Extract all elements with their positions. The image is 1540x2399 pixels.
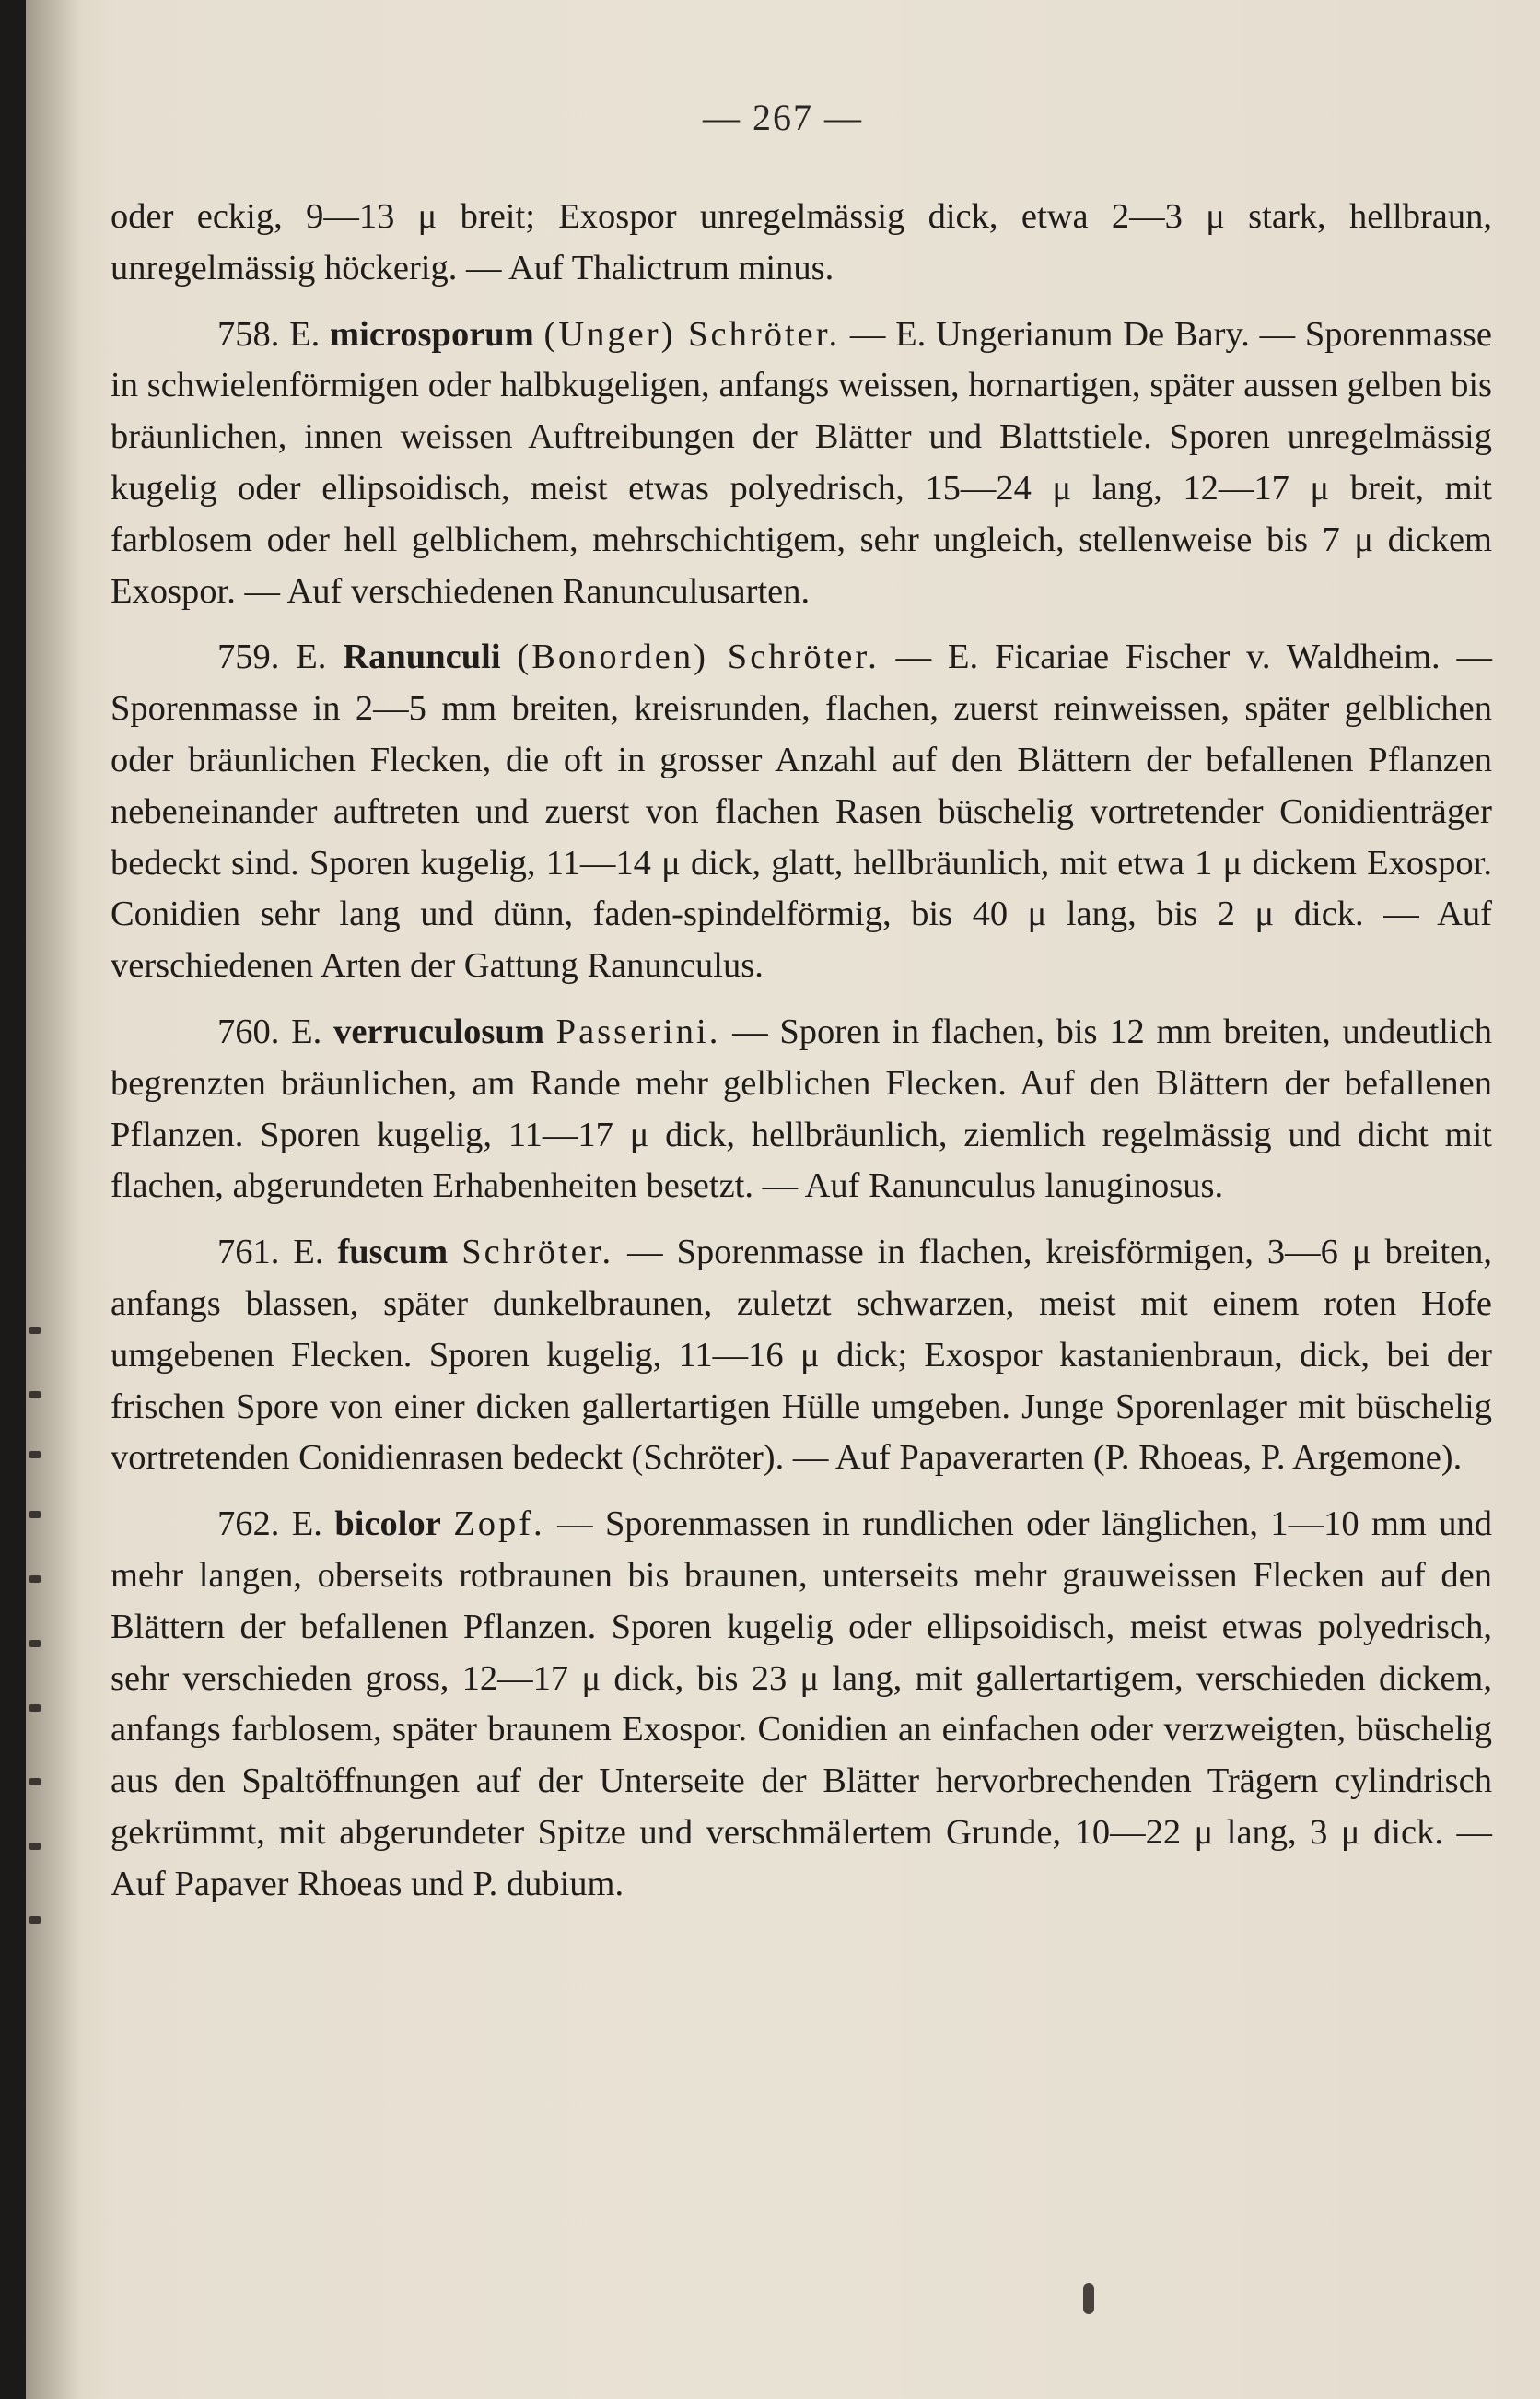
author-name: Schröter. (461, 1233, 614, 1272)
page-number: — 267 — (703, 97, 863, 138)
species-name: fuscum (337, 1233, 449, 1272)
author-name: Zopf. (453, 1504, 545, 1544)
entry-description: — Sporen in flachen, bis 12 mm breiten, undeutlich begrenzten bräunlichen, am Rande mehr gelblichen Flecken. Auf den Blättern der befallenen Pflanzen. Sporen kugelig, 11—17 μ dick, hellbräunlich, ziemlich regelmässig und dicht mit flachen, abgerundeten Erhabenheiten besetzt. — Auf Ranunculus lanuginosus. (111, 1012, 1492, 1206)
entry-number: 761. E. (217, 1233, 324, 1272)
entry-number: 758. E. (217, 314, 321, 354)
species-name: verruculosum (333, 1012, 544, 1051)
entry-description: — E. Ungerianum De Bary. — Sporenmasse in schwielenförmigen oder halbkugeligen, anfangs weissen, hornartigen, später aussen gelben bis bräunlichen, innen weissen Auftreibungen der Blätter und Blattstiele. Sporen unregelmässig kugelig oder ellipsoidisch, meist etwas polyedrisch, 15—24 μ lang, 12—17 μ breit, mit farblosem oder hell gelblichem, mehrschichtigem, sehr ungleich, stellenweise bis 7 μ dickem Exospor. — Auf verschiedenen Ranunculusarten. (111, 314, 1493, 611)
entry-762 (111, 1499, 1492, 1910)
species-name: bicolor (334, 1504, 441, 1544)
entry-759 (111, 632, 1492, 992)
author-name: Passerini. (555, 1012, 721, 1051)
entry-description: — E. Ficariae Fischer v. Waldheim. — Sporenmasse in 2—5 mm breiten, kreisrunden, flachen, zuerst reinweissen, später gelblichen oder bräunlichen Flecken, die oft in grosser Anzahl auf den Blättern der befallenen Pflanzen nebeneinander auftreten und zuerst von flachen Rasen büschelig vortretender Conidienträger bedeckt sind. Sporen kugelig, 11—14 μ dick, glatt, hellbräunlich, mit etwa 1 μ dickem Exospor. Conidien sehr lang und dünn, faden-spindelförmig, bis 40 μ lang, bis 2 μ dick. — Auf verschiedenen Arten der Gattung Ranunculus. (111, 638, 1493, 986)
book-page (26, 0, 1540, 2399)
species-name: Ranunculi (343, 638, 501, 677)
intro-paragraph: oder eckig, 9—13 μ breit; Exospor unregelmässig dick, etwa 2—3 μ stark, hellbraun, unregelmässig höckerig. — Auf Thalictrum minus. (111, 197, 1492, 287)
margin-bleed-marks (26, 1290, 50, 2119)
species-name: microsporum (330, 314, 534, 354)
author-name: (Unger) Schröter. (543, 314, 841, 354)
entry-number: 760. E. (217, 1012, 322, 1051)
author-name: (Bonorden) Schröter. (517, 638, 880, 677)
entry-number: 759. E. (217, 638, 327, 677)
entry-761 (111, 1227, 1492, 1484)
entry-758 (111, 310, 1492, 618)
ink-smudge (1083, 2283, 1094, 2314)
entry-description: — Sporenmasse in flachen, kreisförmigen, 3—6 μ breiten, anfangs blassen, später dunkelbraunen, zuletzt schwarzen, meist mit einem roten Hofe umgebenen Flecken. Sporen kugelig, 11—16 μ dick; Exospor kastanienbraun, dick, bei der frischen Spore von einer dicken gallertartigen Hülle umgeben. Junge Sporenlager mit büschelig vortretenden Conidienrasen bedeckt (Schröter). — Auf Papaverarten (P. Rhoeas, P. Argemone). (111, 1233, 1492, 1478)
entry-number: 762. E. (217, 1504, 322, 1544)
main-text (111, 192, 1492, 1925)
entry-description: — Sporenmassen in rundlichen oder länglichen, 1—10 mm und mehr langen, oberseits rotbraunen bis braunen, unterseits mehr grauweissen Flecken auf den Blättern der befallenen Pflanzen. Sporen kugelig oder ellipsoidisch, meist etwas polyedrisch, sehr verschieden gross, 12—17 μ dick, bis 23 μ lang, mit gallertartigem, verschieden dickem, anfangs farblosem, später braunem Exospor. Conidien an einfachen oder verzweigten, büschelig aus den Spaltöffnungen auf der Unterseite der Blätter hervorbrechenden Trägern cylindrisch gekrümmt, mit abgerundeter Spitze und verschmälertem Grunde, 10—22 μ lang, 3 μ dick. — Auf Papaver Rhoeas und P. dubium. (111, 1504, 1493, 1903)
entry-760 (111, 1007, 1492, 1212)
